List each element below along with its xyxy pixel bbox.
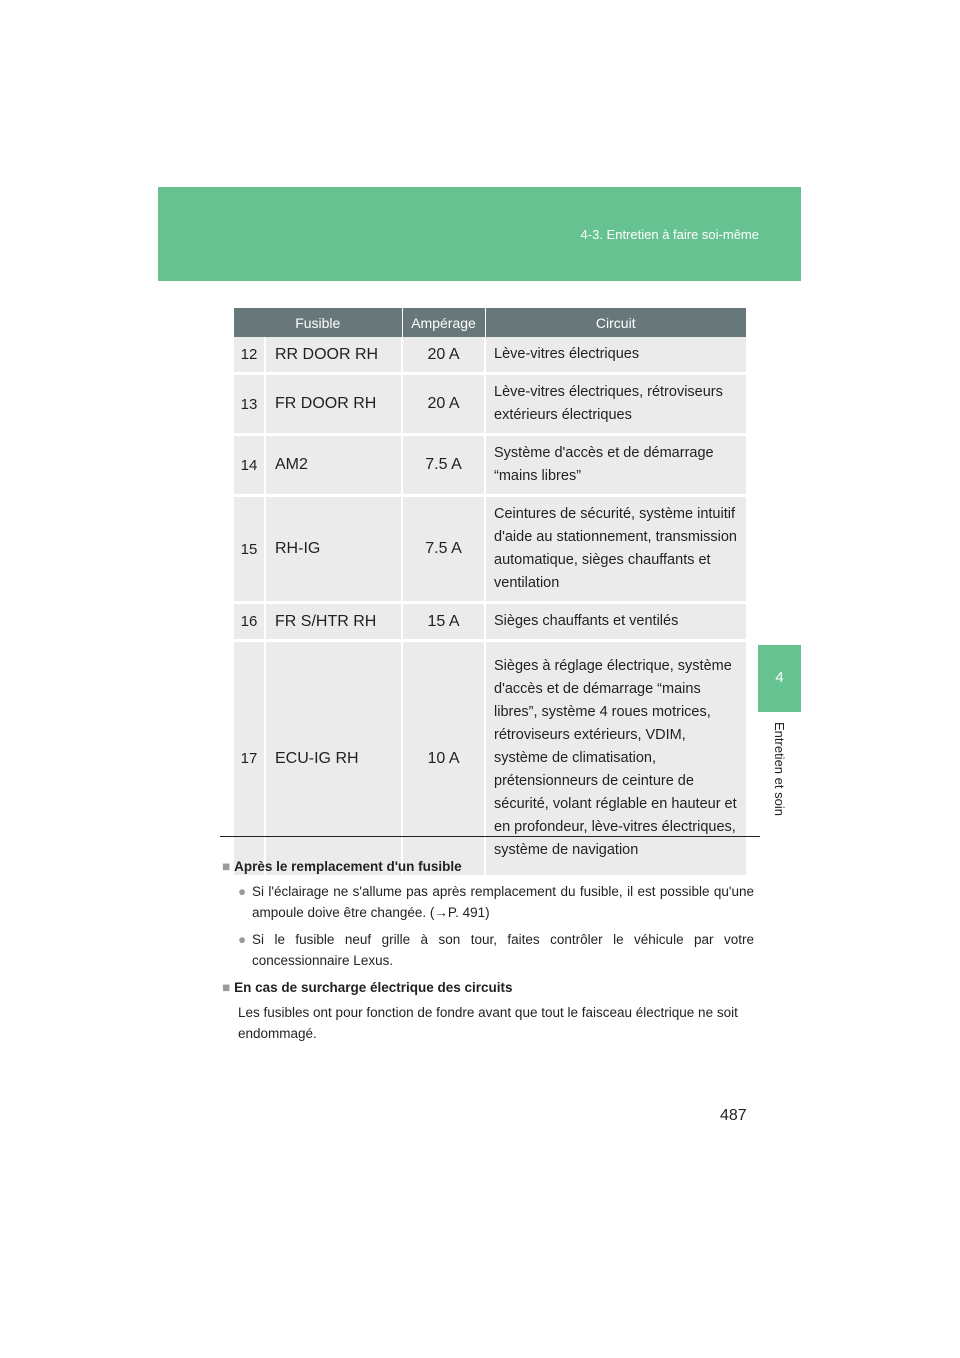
note-heading [222,977,754,998]
square-bullet-icon: ■ [222,980,231,995]
fuse-number: 15 [234,496,265,603]
chapter-label: Entretien et soin [772,722,787,816]
fuse-circuit: Lève-vitres électriques, rétroviseurs extérieurs électriques [485,374,746,435]
fuse-name: RR DOOR RH [265,337,402,374]
note-heading [222,856,754,877]
chapter-label-box [739,722,819,832]
fuse-table [234,308,746,878]
chapter-tab [758,645,801,712]
table-row [234,374,746,435]
fuse-circuit: Sièges à réglage électrique, système d'accès et de démarrage “mains libres”, système 4 roues motrices, rétroviseurs extérieurs, VDIM, système de climatisation, prétensionneurs de ceinture de sécurité, volant réglable en hauteur et en profondeur, lève-vitres électriques, système de navigation [485,641,746,877]
column-header-circuit: Circuit [485,308,746,337]
fuse-name: AM2 [265,435,402,496]
divider [220,836,760,837]
fuse-number: 16 [234,603,265,641]
header-band [158,187,801,281]
note-bullet [238,881,754,923]
chapter-number: 4 [775,669,784,686]
dot-bullet-icon: ● [238,884,247,899]
fuse-amperage: 20 A [402,337,485,374]
note-bullet-text: Si le fusible neuf grille à son tour, faites contrôler le véhicule par votre concessionnaire Lexus. [252,932,754,968]
fuse-circuit: Lève-vitres électriques [485,337,746,374]
fuse-name: FR DOOR RH [265,374,402,435]
notes [222,856,754,1048]
fuse-number: 12 [234,337,265,374]
note-heading-text: En cas de surcharge électrique des circuits [234,980,513,995]
fuse-amperage: 15 A [402,603,485,641]
fuse-number: 17 [234,641,265,877]
note-bullet-text: Si l'éclairage ne s'allume pas après remplacement du fusible, il est possible qu'une ampoule doive être changée. (→P. 491) [252,884,754,920]
table-row [234,435,746,496]
fuse-circuit: Sièges chauffants et ventilés [485,603,746,641]
note-paragraph: Les fusibles ont pour fonction de fondre avant que tout le faisceau électrique ne soit endommagé. [238,1005,738,1041]
fuse-number: 14 [234,435,265,496]
fuse-number: 13 [234,374,265,435]
table-row [234,337,746,374]
fuse-circuit: Ceintures de sécurité, système intuitif d'aide au stationnement, transmission automatique, sièges chauffants et ventilation [485,496,746,603]
fuse-name: FR S/HTR RH [265,603,402,641]
section-title: 4-3. Entretien à faire soi-même [580,227,759,242]
table-row [234,603,746,641]
table-row [234,641,746,877]
page-number: 487 [720,1107,747,1124]
fuse-amperage: 7.5 A [402,435,485,496]
fuse-circuit: Système d'accès et de démarrage “mains libres” [485,435,746,496]
fuse-amperage: 10 A [402,641,485,877]
square-bullet-icon: ■ [222,859,231,874]
dot-bullet-icon: ● [238,932,247,947]
table-row [234,496,746,603]
column-header-fusible: Fusible [234,308,402,337]
fuse-name: ECU-IG RH [265,641,402,877]
note-bullet [238,929,754,971]
fuse-name: RH-IG [265,496,402,603]
note-heading-text: Après le remplacement d'un fusible [234,859,462,874]
fuse-amperage: 20 A [402,374,485,435]
fuse-amperage: 7.5 A [402,496,485,603]
column-header-amperage: Ampérage [402,308,485,337]
table-header-row [234,308,746,337]
